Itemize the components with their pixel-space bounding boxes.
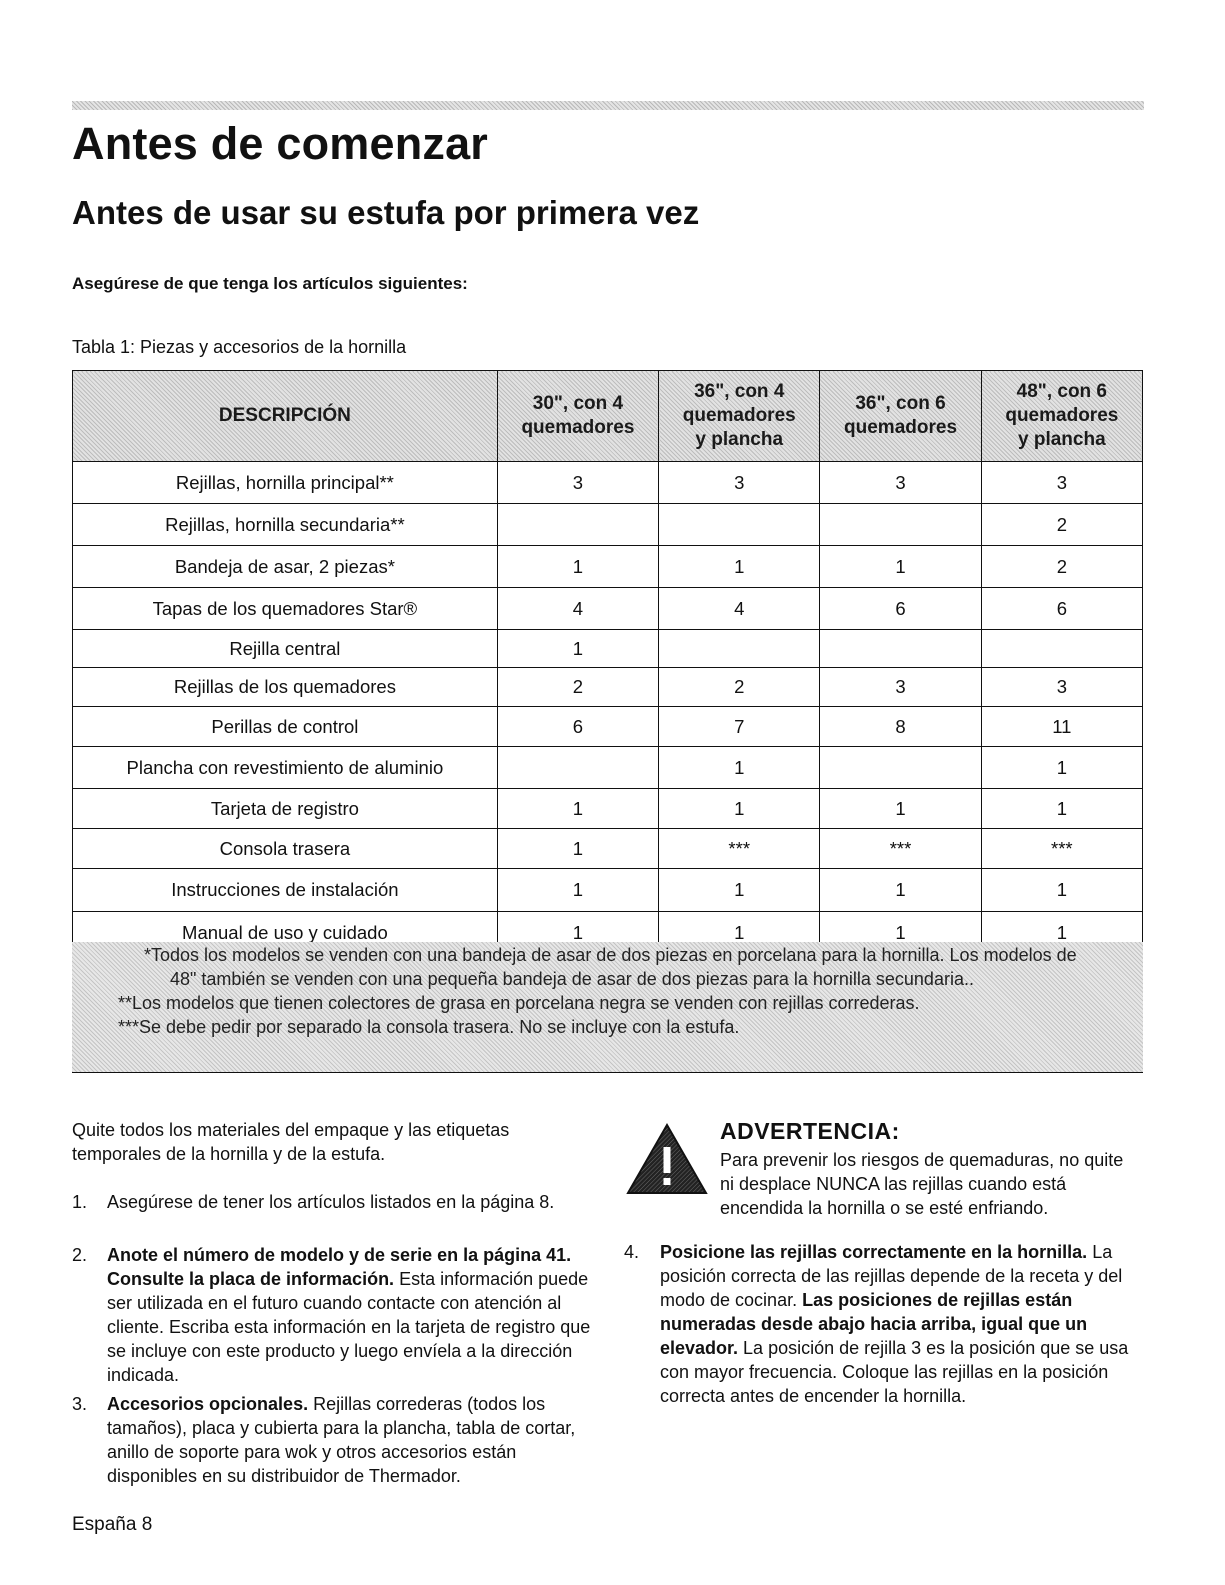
- row-value: [659, 504, 820, 546]
- table-footnotes: [72, 942, 1143, 1073]
- header-line: quemadores: [521, 417, 635, 438]
- table-body: [73, 462, 1143, 954]
- header-model-2: [659, 371, 820, 462]
- table-caption: Tabla 1: Piezas y accesorios de la hornilla: [72, 337, 407, 357]
- header-line: y plancha: [695, 428, 784, 450]
- step-text-2: La posición de rejilla 3 es la posición que se usa con mayor frecuencia. Coloque las rejillas en la posición correcta antes de encender la hornilla.: [660, 1338, 1129, 1406]
- header-line: y plancha: [1018, 428, 1106, 450]
- table-row: [73, 504, 1143, 546]
- section-title: Antes de usar su estufa por primera vez: [72, 194, 700, 231]
- step-bold-text-2: Las posiciones de rejillas están numeradas desde abajo hacia arriba, igual que un elevador.: [660, 1290, 1088, 1358]
- row-value: 3: [981, 462, 1142, 504]
- step-2: [72, 1243, 592, 1387]
- row-value: 1: [659, 869, 820, 912]
- header-line: 30", con 4: [532, 393, 624, 415]
- row-value: 1: [820, 869, 981, 912]
- row-description: Tapas de los quemadores Star®: [73, 588, 498, 630]
- step-text: Rejillas correderas (todos los tamaños), placa y cubierta para la plancha, tabla de cortar, anillo de soporte para wok y otros accesorios están disponibles en su distribuidor de Thermador.: [107, 1394, 576, 1486]
- header-description: [73, 371, 498, 462]
- table-row: [73, 462, 1143, 504]
- row-description: Instrucciones de instalación: [73, 869, 498, 912]
- table-row: [73, 668, 1143, 707]
- row-description: Plancha con revestimiento de aluminio: [73, 747, 498, 789]
- footnote-1: *Todos los modelos se venden con una bandeja de asar de dos piezas en porcelana para la hornilla. Los modelos de 48" también se venden con una pequeña bandeja de asar de dos piezas para la hornilla secundaria..: [144, 945, 1077, 989]
- step-4: [624, 1240, 1144, 1408]
- page-footer: España 8: [72, 1514, 153, 1535]
- row-value: 3: [497, 462, 658, 504]
- step-text: Esta información puede ser utilizada en el futuro cuando contacte con atención al cliente. Escriba esta información en la tarjeta de registro que se incluye con este producto y luego envíela a la dirección indicada.: [107, 1269, 591, 1385]
- row-value: [820, 630, 981, 668]
- step-number: 1.: [72, 1192, 88, 1212]
- header-line: quemadores: [1005, 405, 1119, 427]
- row-value: 2: [497, 668, 658, 707]
- header-model-1: [497, 371, 658, 462]
- header-line: 36", con 6: [855, 393, 946, 415]
- row-value: [820, 504, 981, 546]
- table-row: [73, 546, 1143, 588]
- row-description: Rejillas, hornilla secundaria**: [73, 504, 498, 546]
- row-value: 6: [497, 707, 658, 747]
- header-model-4: [981, 371, 1142, 462]
- row-value: 1: [981, 869, 1142, 912]
- row-description: Consola trasera: [73, 829, 498, 869]
- header-rule: [72, 101, 1144, 110]
- row-description: Rejilla central: [73, 630, 498, 668]
- step-bold-text: Accesorios opcionales.: [107, 1394, 309, 1414]
- header-line: 36", con 4: [694, 381, 785, 403]
- row-description: Rejillas de los quemadores: [73, 668, 498, 707]
- step-bold-text: Anote el número de modelo y de serie en la página 41. Consulte la placa de información.: [107, 1245, 572, 1289]
- row-value: 1: [497, 829, 658, 869]
- row-value: 1: [981, 789, 1142, 829]
- row-value: 1: [659, 546, 820, 588]
- row-value: 1: [497, 630, 658, 668]
- row-description: Bandeja de asar, 2 piezas*: [73, 546, 498, 588]
- header-model-3: [820, 371, 981, 462]
- row-value: 2: [981, 504, 1142, 546]
- row-description: Tarjeta de registro: [73, 789, 498, 829]
- row-value: 4: [497, 588, 658, 630]
- header-line: 48", con 6: [1016, 381, 1107, 403]
- row-value: 6: [981, 588, 1142, 630]
- row-value: 1: [497, 546, 658, 588]
- row-value: 1: [820, 546, 981, 588]
- row-value: ***: [820, 829, 981, 869]
- row-value: 7: [659, 707, 820, 747]
- table-row: [73, 588, 1143, 630]
- row-value: 1: [497, 869, 658, 912]
- row-value: 3: [659, 462, 820, 504]
- table-row: [73, 789, 1143, 829]
- row-value: [497, 504, 658, 546]
- page-title: Antes de comenzar: [72, 118, 489, 169]
- row-description: Perillas de control: [73, 707, 498, 747]
- step-text: La posición correcta de las rejillas depende de la receta y del modo de cocinar.: [660, 1242, 1123, 1310]
- header-line: quemadores: [844, 417, 958, 438]
- step-number: 3.: [72, 1394, 88, 1414]
- row-value: [981, 630, 1142, 668]
- step-number: 2.: [72, 1245, 88, 1265]
- row-value: 1: [659, 789, 820, 829]
- row-value: 6: [820, 588, 981, 630]
- table-row: [73, 829, 1143, 869]
- table-row: [73, 869, 1143, 912]
- warning-triangle-icon: [626, 1123, 708, 1195]
- row-value: 1: [981, 912, 1142, 954]
- row-value: ***: [659, 829, 820, 869]
- intro-paragraph: [72, 1118, 592, 1166]
- row-value: 1: [820, 789, 981, 829]
- parts-table: [72, 370, 1143, 954]
- table-row: [73, 630, 1143, 668]
- table-header-row: [73, 371, 1143, 462]
- row-value: 1: [659, 912, 820, 954]
- row-value: 2: [659, 668, 820, 707]
- row-value: 1: [497, 912, 658, 954]
- row-value: 2: [981, 546, 1142, 588]
- warning-text: Para prevenir los riesgos de quemaduras, no quite ni desplace NUNCA las rejillas cuando está encendida la hornilla o se esté enfriando.: [720, 1150, 1124, 1218]
- row-value: 3: [820, 462, 981, 504]
- row-value: 4: [659, 588, 820, 630]
- table-row: [73, 707, 1143, 747]
- header-line: quemadores: [682, 405, 796, 427]
- row-value: 11: [981, 707, 1142, 747]
- row-description: Manual de uso y cuidado: [73, 912, 498, 954]
- row-value: [659, 630, 820, 668]
- header-line: DESCRIPCIÓN: [218, 405, 351, 427]
- footnote-2: **Los modelos que tienen colectores de grasa en porcelana negra se venden con rejillas correderas.: [118, 993, 920, 1013]
- row-value: [820, 747, 981, 789]
- warning-title: ADVERTENCIA:: [720, 1118, 900, 1144]
- row-value: 8: [820, 707, 981, 747]
- row-value: [497, 747, 658, 789]
- row-value: 3: [820, 668, 981, 707]
- row-value: 3: [981, 668, 1142, 707]
- table-row: [73, 747, 1143, 789]
- intro-text: Quite todos los materiales del empaque y las etiquetas temporales de la hornilla y de la estufa.: [72, 1120, 510, 1164]
- footnote-3: ***Se debe pedir por separado la consola trasera. No se incluye con la estufa.: [118, 1017, 740, 1037]
- row-value: 1: [820, 912, 981, 954]
- step-number: 4.: [624, 1242, 640, 1262]
- step-1: [72, 1190, 592, 1214]
- row-value: ***: [981, 829, 1142, 869]
- row-value: 1: [659, 747, 820, 789]
- step-3: [72, 1392, 592, 1488]
- row-value: 1: [497, 789, 658, 829]
- lead-text: Asegúrese de que tenga los artículos siguientes:: [72, 274, 468, 293]
- step-bold-text: Posicione las rejillas correctamente en la hornilla.: [660, 1242, 1088, 1262]
- step-text: Asegúrese de tener los artículos listados en la página 8.: [107, 1192, 555, 1212]
- row-description: Rejillas, hornilla principal**: [73, 462, 498, 504]
- row-value: 1: [981, 747, 1142, 789]
